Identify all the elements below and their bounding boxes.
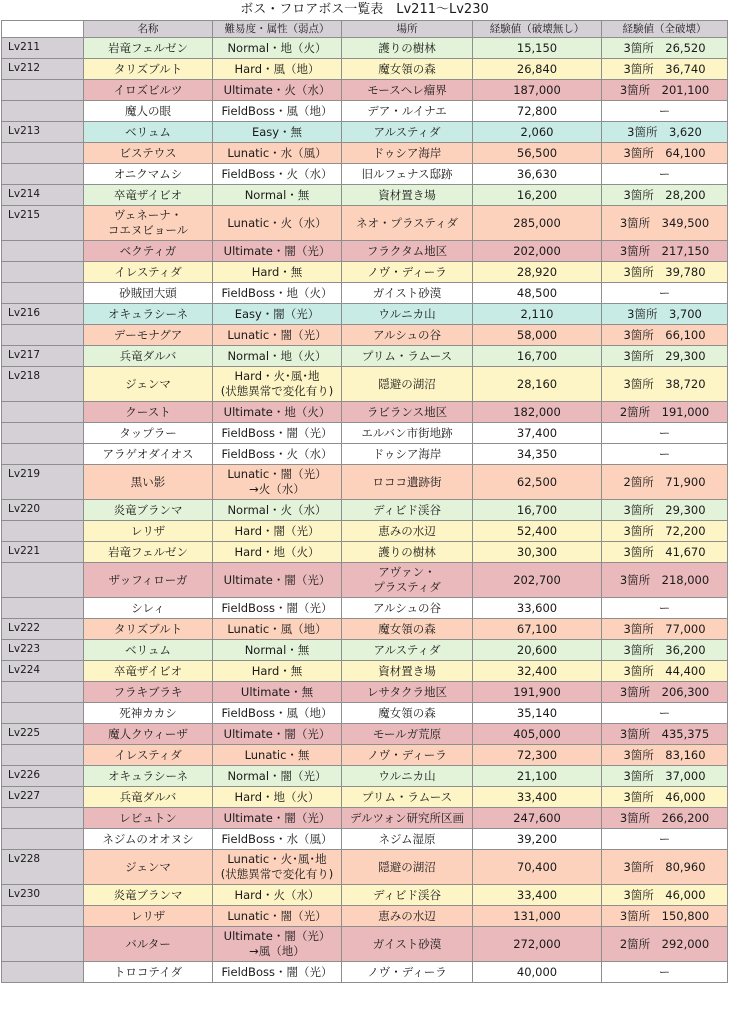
table-row xyxy=(2,59,728,80)
place-cell: ガイスト砂漠 xyxy=(342,283,473,304)
difficulty-cell: Normal・地（火） xyxy=(213,346,342,367)
difficulty-cell: Ultimate・火（水） xyxy=(213,80,342,101)
exp-full-cell: 3箇所 201,100 xyxy=(602,80,728,101)
level-cell xyxy=(2,164,84,185)
exp-normal-cell: 34,350 xyxy=(473,444,602,465)
exp-full-cell: 3箇所 83,160 xyxy=(602,745,728,766)
table-row xyxy=(2,262,728,283)
table-row xyxy=(2,241,728,262)
level-cell: Lv216 xyxy=(2,304,84,325)
exp-normal-cell: 28,920 xyxy=(473,262,602,283)
difficulty-cell: FieldBoss・水（風） xyxy=(213,829,342,850)
place-cell: ディビド渓谷 xyxy=(342,500,473,521)
level-cell xyxy=(2,829,84,850)
place-cell: 隠避の湖沼 xyxy=(342,850,473,885)
exp-full-cell: 2箇所 191,000 xyxy=(602,402,728,423)
difficulty-cell: Lunatic・水（風） xyxy=(213,143,342,164)
place-cell: ウルニカ山 xyxy=(342,304,473,325)
boss-name-cell: イロズビルツ xyxy=(84,80,213,101)
place-cell: ドゥシア海岸 xyxy=(342,444,473,465)
table-row xyxy=(2,885,728,906)
boss-name-cell: ザッフィローガ xyxy=(84,563,213,598)
boss-name-cell: 兵竜ダルバ xyxy=(84,787,213,808)
exp-full-cell: ー xyxy=(602,829,728,850)
exp-full-cell: 3箇所 26,520 xyxy=(602,38,728,59)
exp-normal-cell: 272,000 xyxy=(473,927,602,962)
difficulty-cell: Hard・闇（光） xyxy=(213,521,342,542)
place-cell: アルシュの谷 xyxy=(342,325,473,346)
level-cell: Lv219 xyxy=(2,465,84,500)
level-cell: Lv215 xyxy=(2,206,84,241)
exp-full-cell: 3箇所 3,700 xyxy=(602,304,728,325)
table-row xyxy=(2,122,728,143)
place-cell: デルツォン研究所区画 xyxy=(342,808,473,829)
level-cell xyxy=(2,241,84,262)
exp-normal-cell: 62,500 xyxy=(473,465,602,500)
exp-normal-cell: 191,900 xyxy=(473,682,602,703)
difficulty-cell: Easy・闇（光） xyxy=(213,304,342,325)
boss-name-cell: ジェンマ xyxy=(84,367,213,402)
table-row xyxy=(2,661,728,682)
difficulty-cell: Hard・火･風･地 (状態異常で変化有り) xyxy=(213,367,342,402)
exp-normal-cell: 285,000 xyxy=(473,206,602,241)
difficulty-cell: Normal・無 xyxy=(213,640,342,661)
place-cell: 魔女領の森 xyxy=(342,59,473,80)
exp-full-cell: 3箇所 39,780 xyxy=(602,262,728,283)
exp-full-cell: 3箇所 41,670 xyxy=(602,542,728,563)
place-cell: 護りの樹林 xyxy=(342,38,473,59)
level-cell: Lv214 xyxy=(2,185,84,206)
difficulty-cell: Hard・風（地） xyxy=(213,59,342,80)
exp-full-cell: 3箇所 44,400 xyxy=(602,661,728,682)
exp-normal-cell: 26,840 xyxy=(473,59,602,80)
place-cell: ネオ・プラスティダ xyxy=(342,206,473,241)
exp-full-cell: 3箇所 349,500 xyxy=(602,206,728,241)
level-cell xyxy=(2,927,84,962)
table-row xyxy=(2,367,728,402)
boss-name-cell: バルター xyxy=(84,927,213,962)
table-row xyxy=(2,164,728,185)
difficulty-cell: FieldBoss・火（水） xyxy=(213,164,342,185)
table-row xyxy=(2,766,728,787)
exp-normal-cell: 28,160 xyxy=(473,367,602,402)
exp-full-cell: 3箇所 64,100 xyxy=(602,143,728,164)
level-cell xyxy=(2,80,84,101)
exp-normal-cell: 52,400 xyxy=(473,521,602,542)
place-cell: プリム・ラムース xyxy=(342,787,473,808)
level-cell xyxy=(2,262,84,283)
difficulty-cell: Hard・火（水） xyxy=(213,885,342,906)
table-row xyxy=(2,703,728,724)
boss-name-cell: 死神カカシ xyxy=(84,703,213,724)
exp-full-cell: 3箇所 46,000 xyxy=(602,787,728,808)
place-cell: ノヴ・ディーラ xyxy=(342,962,473,983)
exp-normal-cell: 72,300 xyxy=(473,745,602,766)
boss-name-cell: アラゲオダイオス xyxy=(84,444,213,465)
page-title: ボス・フロアボス一覧表 Lv211〜Lv230 xyxy=(240,2,489,17)
level-cell: Lv217 xyxy=(2,346,84,367)
level-cell: Lv221 xyxy=(2,542,84,563)
exp-full-cell: 3箇所 435,375 xyxy=(602,724,728,745)
difficulty-cell: Hard・無 xyxy=(213,661,342,682)
table-row xyxy=(2,500,728,521)
boss-name-cell: タリズブルト xyxy=(84,619,213,640)
place-cell: ウルニカ山 xyxy=(342,766,473,787)
boss-name-cell: 魔人クウィーザ xyxy=(84,724,213,745)
boss-name-cell: ベリュム xyxy=(84,122,213,143)
boss-name-cell: 炎竜ブランマ xyxy=(84,885,213,906)
level-cell: Lv223 xyxy=(2,640,84,661)
exp-normal-cell: 21,100 xyxy=(473,766,602,787)
difficulty-cell: Normal・無 xyxy=(213,185,342,206)
boss-name-cell: タリズブルト xyxy=(84,59,213,80)
table-row xyxy=(2,80,728,101)
place-cell: ディビド渓谷 xyxy=(342,885,473,906)
table-row xyxy=(2,521,728,542)
table-row xyxy=(2,808,728,829)
boss-name-cell: デーモナグア xyxy=(84,325,213,346)
boss-name-cell: 卒竜ザイビオ xyxy=(84,661,213,682)
difficulty-cell: FieldBoss・風（地） xyxy=(213,101,342,122)
place-cell: デア・ルイナエ xyxy=(342,101,473,122)
boss-name-cell: 黒い影 xyxy=(84,465,213,500)
difficulty-cell: Ultimate・無 xyxy=(213,682,342,703)
difficulty-cell: FieldBoss・闇（光） xyxy=(213,962,342,983)
boss-name-cell: トロコテイダ xyxy=(84,962,213,983)
exp-full-cell: 3箇所 80,960 xyxy=(602,850,728,885)
exp-full-cell: 3箇所 206,300 xyxy=(602,682,728,703)
exp-normal-cell: 70,400 xyxy=(473,850,602,885)
table-row xyxy=(2,465,728,500)
exp-normal-cell: 33,600 xyxy=(473,598,602,619)
difficulty-cell: Ultimate・闇（光） xyxy=(213,563,342,598)
exp-normal-cell: 15,150 xyxy=(473,38,602,59)
exp-full-cell: ー xyxy=(602,962,728,983)
exp-full-cell: 3箇所 218,000 xyxy=(602,563,728,598)
exp-normal-cell: 33,400 xyxy=(473,885,602,906)
table-row xyxy=(2,143,728,164)
level-cell: Lv226 xyxy=(2,766,84,787)
place-cell: 隠避の湖沼 xyxy=(342,367,473,402)
place-cell: アルスティダ xyxy=(342,122,473,143)
table-row xyxy=(2,619,728,640)
exp-full-cell: ー xyxy=(602,598,728,619)
exp-full-cell: 3箇所 66,100 xyxy=(602,325,728,346)
boss-name-cell: 卒竜ザイビオ xyxy=(84,185,213,206)
difficulty-cell: Hard・地（火） xyxy=(213,787,342,808)
exp-full-cell: 3箇所 38,720 xyxy=(602,367,728,402)
place-cell: ネジム湿原 xyxy=(342,829,473,850)
exp-normal-cell: 20,600 xyxy=(473,640,602,661)
place-cell: 資材置き場 xyxy=(342,185,473,206)
difficulty-cell: Hard・地（火） xyxy=(213,542,342,563)
level-cell: Lv211 xyxy=(2,38,84,59)
table-row xyxy=(2,745,728,766)
exp-normal-cell: 35,140 xyxy=(473,703,602,724)
boss-name-cell: シレィ xyxy=(84,598,213,619)
boss-name-cell: ネジムのオオヌシ xyxy=(84,829,213,850)
level-cell: Lv213 xyxy=(2,122,84,143)
level-cell xyxy=(2,598,84,619)
place-cell: フラクタム地区 xyxy=(342,241,473,262)
table-row xyxy=(2,682,728,703)
table-row xyxy=(2,563,728,598)
exp-full-cell: 3箇所 77,000 xyxy=(602,619,728,640)
boss-name-cell: 岩竜フェルゼン xyxy=(84,542,213,563)
boss-name-cell: 魔人の眼 xyxy=(84,101,213,122)
table-row xyxy=(2,724,728,745)
exp-normal-cell: 131,000 xyxy=(473,906,602,927)
boss-table xyxy=(1,20,728,983)
table-row xyxy=(2,542,728,563)
difficulty-cell: FieldBoss・闇（光） xyxy=(213,423,342,444)
boss-name-cell: レビュトン xyxy=(84,808,213,829)
exp-normal-cell: 56,500 xyxy=(473,143,602,164)
difficulty-cell: Lunatic・火（水） xyxy=(213,206,342,241)
boss-name-cell: 兵竜ダルバ xyxy=(84,346,213,367)
level-cell xyxy=(2,325,84,346)
exp-full-cell: 3箇所 28,200 xyxy=(602,185,728,206)
table-row xyxy=(2,962,728,983)
exp-normal-cell: 32,400 xyxy=(473,661,602,682)
table-row xyxy=(2,444,728,465)
exp-full-cell: ー xyxy=(602,423,728,444)
exp-full-cell: 3箇所 266,200 xyxy=(602,808,728,829)
place-cell: モールガ荒原 xyxy=(342,724,473,745)
place-cell: ガイスト砂漠 xyxy=(342,927,473,962)
exp-normal-cell: 30,300 xyxy=(473,542,602,563)
exp-full-cell: ー xyxy=(602,164,728,185)
level-cell: Lv220 xyxy=(2,500,84,521)
place-cell: ロココ遺跡街 xyxy=(342,465,473,500)
place-cell: アルスティダ xyxy=(342,640,473,661)
difficulty-cell: Ultimate・闇（光） xyxy=(213,724,342,745)
place-cell: レサタクラ地区 xyxy=(342,682,473,703)
level-cell: Lv224 xyxy=(2,661,84,682)
level-cell xyxy=(2,962,84,983)
boss-name-cell: ベリュム xyxy=(84,640,213,661)
exp-normal-cell: 202,000 xyxy=(473,241,602,262)
table-row xyxy=(2,206,728,241)
exp-full-cell: 3箇所 29,300 xyxy=(602,346,728,367)
boss-name-cell: オキュラシーネ xyxy=(84,766,213,787)
table-row xyxy=(2,829,728,850)
exp-normal-cell: 16,700 xyxy=(473,346,602,367)
place-cell: アルシュの谷 xyxy=(342,598,473,619)
table-row xyxy=(2,402,728,423)
level-cell xyxy=(2,682,84,703)
header-exp-normal: 経験値（破壊無し） xyxy=(473,21,602,38)
level-cell: Lv218 xyxy=(2,367,84,402)
difficulty-cell: Normal・火（水） xyxy=(213,500,342,521)
exp-normal-cell: 16,700 xyxy=(473,500,602,521)
boss-name-cell: オキュラシーネ xyxy=(84,304,213,325)
difficulty-cell: FieldBoss・風（地） xyxy=(213,703,342,724)
exp-normal-cell: 67,100 xyxy=(473,619,602,640)
table-row xyxy=(2,346,728,367)
difficulty-cell: Lunatic・闇（光） →火（水） xyxy=(213,465,342,500)
place-cell: 恵みの水辺 xyxy=(342,906,473,927)
place-cell: 護りの樹林 xyxy=(342,542,473,563)
level-cell xyxy=(2,521,84,542)
header-place: 場所 xyxy=(342,21,473,38)
place-cell: 旧ルフェナス邸跡 xyxy=(342,164,473,185)
exp-normal-cell: 36,630 xyxy=(473,164,602,185)
table-row xyxy=(2,101,728,122)
level-cell: Lv227 xyxy=(2,787,84,808)
header-row xyxy=(2,21,728,38)
table-row xyxy=(2,787,728,808)
difficulty-cell: Lunatic・風（地） xyxy=(213,619,342,640)
boss-name-cell: クースト xyxy=(84,402,213,423)
level-cell xyxy=(2,423,84,444)
table-row xyxy=(2,283,728,304)
level-cell xyxy=(2,402,84,423)
difficulty-cell: Hard・無 xyxy=(213,262,342,283)
table-row xyxy=(2,423,728,444)
boss-name-cell: イレスティダ xyxy=(84,745,213,766)
exp-normal-cell: 405,000 xyxy=(473,724,602,745)
level-cell: Lv228 xyxy=(2,850,84,885)
difficulty-cell: Ultimate・地（火） xyxy=(213,402,342,423)
table-row xyxy=(2,38,728,59)
exp-full-cell: ー xyxy=(602,101,728,122)
exp-normal-cell: 16,200 xyxy=(473,185,602,206)
exp-normal-cell: 72,800 xyxy=(473,101,602,122)
level-cell xyxy=(2,101,84,122)
exp-full-cell: 3箇所 217,150 xyxy=(602,241,728,262)
exp-full-cell: 3箇所 37,000 xyxy=(602,766,728,787)
difficulty-cell: Ultimate・闇（光） xyxy=(213,808,342,829)
table-row xyxy=(2,906,728,927)
difficulty-cell: Lunatic・無 xyxy=(213,745,342,766)
exp-full-cell: 3箇所 3,620 xyxy=(602,122,728,143)
difficulty-cell: Ultimate・闇（光） xyxy=(213,241,342,262)
exp-normal-cell: 202,700 xyxy=(473,563,602,598)
level-cell xyxy=(2,808,84,829)
exp-normal-cell: 2,110 xyxy=(473,304,602,325)
place-cell: ドゥシア海岸 xyxy=(342,143,473,164)
level-cell xyxy=(2,703,84,724)
exp-full-cell: 2箇所 292,000 xyxy=(602,927,728,962)
exp-normal-cell: 187,000 xyxy=(473,80,602,101)
place-cell: エルバン市街地跡 xyxy=(342,423,473,444)
table-row xyxy=(2,304,728,325)
exp-normal-cell: 48,500 xyxy=(473,283,602,304)
boss-name-cell: 砂賊団大頭 xyxy=(84,283,213,304)
exp-normal-cell: 2,060 xyxy=(473,122,602,143)
header-difficulty: 難易度・属性（弱点） xyxy=(213,21,342,38)
exp-normal-cell: 33,400 xyxy=(473,787,602,808)
table-row xyxy=(2,598,728,619)
boss-name-cell: 岩竜フェルゼン xyxy=(84,38,213,59)
difficulty-cell: Ultimate・闇（光） →風（地） xyxy=(213,927,342,962)
boss-name-cell: 炎竜ブランマ xyxy=(84,500,213,521)
exp-full-cell: 3箇所 29,300 xyxy=(602,500,728,521)
header-exp-full: 経験値（全破壊） xyxy=(602,21,728,38)
exp-normal-cell: 40,000 xyxy=(473,962,602,983)
exp-normal-cell: 58,000 xyxy=(473,325,602,346)
level-cell: Lv225 xyxy=(2,724,84,745)
table-row xyxy=(2,927,728,962)
difficulty-cell: FieldBoss・地（火） xyxy=(213,283,342,304)
exp-full-cell: 3箇所 46,000 xyxy=(602,885,728,906)
header-name: 名称 xyxy=(84,21,213,38)
boss-name-cell: ベクティガ xyxy=(84,241,213,262)
place-cell: ノヴ・ディーラ xyxy=(342,262,473,283)
exp-full-cell: 3箇所 72,200 xyxy=(602,521,728,542)
place-cell: アヴァン・ プラスティダ xyxy=(342,563,473,598)
exp-normal-cell: 247,600 xyxy=(473,808,602,829)
exp-normal-cell: 37,400 xyxy=(473,423,602,444)
place-cell: 魔女領の森 xyxy=(342,619,473,640)
boss-name-cell: オニクマムシ xyxy=(84,164,213,185)
place-cell: ラビランス地区 xyxy=(342,402,473,423)
boss-name-cell: タップラー xyxy=(84,423,213,444)
place-cell: モースヘレ瘤界 xyxy=(342,80,473,101)
exp-full-cell: 3箇所 36,200 xyxy=(602,640,728,661)
table-row xyxy=(2,640,728,661)
difficulty-cell: FieldBoss・火（水） xyxy=(213,444,342,465)
place-cell: 資材置き場 xyxy=(342,661,473,682)
place-cell: 恵みの水辺 xyxy=(342,521,473,542)
level-cell: Lv230 xyxy=(2,885,84,906)
difficulty-cell: Lunatic・闇（光） xyxy=(213,325,342,346)
difficulty-cell: Easy・無 xyxy=(213,122,342,143)
level-cell: Lv212 xyxy=(2,59,84,80)
difficulty-cell: Normal・地（火） xyxy=(213,38,342,59)
difficulty-cell: FieldBoss・闇（光） xyxy=(213,598,342,619)
table-row xyxy=(2,325,728,346)
boss-name-cell: レリザ xyxy=(84,521,213,542)
header-level xyxy=(2,21,84,38)
level-cell xyxy=(2,444,84,465)
place-cell: 魔女領の森 xyxy=(342,703,473,724)
difficulty-cell: Lunatic・闇（光） xyxy=(213,906,342,927)
difficulty-cell: Lunatic・火･風･地 (状態異常で変化有り) xyxy=(213,850,342,885)
difficulty-cell: Normal・闇（光） xyxy=(213,766,342,787)
exp-full-cell: ー xyxy=(602,444,728,465)
exp-normal-cell: 39,200 xyxy=(473,829,602,850)
exp-full-cell: ー xyxy=(602,703,728,724)
exp-normal-cell: 182,000 xyxy=(473,402,602,423)
exp-full-cell: 2箇所 71,900 xyxy=(602,465,728,500)
place-cell: ノヴ・ディーラ xyxy=(342,745,473,766)
exp-full-cell: ー xyxy=(602,283,728,304)
level-cell xyxy=(2,745,84,766)
exp-full-cell: 3箇所 36,740 xyxy=(602,59,728,80)
table-row xyxy=(2,185,728,206)
level-cell xyxy=(2,143,84,164)
boss-name-cell: ジェンマ xyxy=(84,850,213,885)
boss-name-cell: レリザ xyxy=(84,906,213,927)
exp-full-cell: 3箇所 150,800 xyxy=(602,906,728,927)
boss-name-cell: フラキブラキ xyxy=(84,682,213,703)
level-cell xyxy=(2,906,84,927)
level-cell xyxy=(2,283,84,304)
level-cell xyxy=(2,563,84,598)
boss-name-cell: ヴェネーナ・ コエヌビョール xyxy=(84,206,213,241)
boss-name-cell: イレスティダ xyxy=(84,262,213,283)
place-cell: プリム・ラムース xyxy=(342,346,473,367)
level-cell: Lv222 xyxy=(2,619,84,640)
boss-name-cell: ビステウス xyxy=(84,143,213,164)
table-row xyxy=(2,850,728,885)
